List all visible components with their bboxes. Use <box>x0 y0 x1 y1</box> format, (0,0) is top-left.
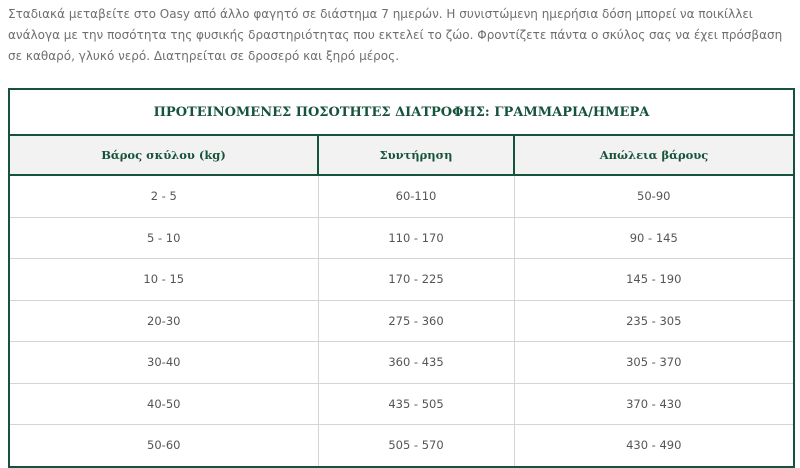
cell-weight-loss: 305 - 370 <box>514 342 794 384</box>
cell-weight-loss: 370 - 430 <box>514 383 794 425</box>
cell-dog-weight: 5 - 10 <box>9 217 318 259</box>
cell-weight-loss: 145 - 190 <box>514 259 794 301</box>
table-title: ΠΡΟΤΕΙΝΟΜΕΝΕΣ ΠΟΣΟΤΗΤΕΣ ΔΙΑΤΡΟΦΗΣ: ΓΡΑΜΜΑΡΙΑ/ΗΜΕΡΑ <box>9 89 794 135</box>
cell-weight-loss: 235 - 305 <box>514 300 794 342</box>
table-row <box>9 175 794 217</box>
table-row <box>9 259 794 301</box>
table-title-row <box>9 89 794 135</box>
table-header-row <box>9 135 794 175</box>
feeding-table <box>8 88 795 468</box>
intro-paragraph: Σταδιακά μεταβείτε στο Oasy από άλλο φαγητό σε διάστημα 7 ημερών. Η συνιστώμενη ημερήσια δόση μπορεί να ποικίλλει ανάλογα με την ποσότητα της φυσικής δραστηριότητας που εκτελεί το ζώο. Φροντίζετε πάντα ο σκύλος σας να έχει πρόσβαση σε καθαρό, γλυκό νερό. Διατηρείται σε δροσερό και ξηρό μέρος. <box>8 7 783 63</box>
cell-maintenance: 170 - 225 <box>318 259 514 301</box>
header-dog-weight: Βάρος σκύλου (kg) <box>9 135 318 175</box>
table-row <box>9 342 794 384</box>
cell-dog-weight: 2 - 5 <box>150 189 177 204</box>
cell-maintenance: 435 - 505 <box>318 383 514 425</box>
table-row <box>9 425 794 467</box>
cell-weight-loss: 90 - 145 <box>514 217 794 259</box>
cell-weight-loss: 430 - 490 <box>514 425 794 467</box>
cell-weight-loss: 50-90 <box>514 175 794 217</box>
cell-maintenance: 110 - 170 <box>318 217 514 259</box>
cell-maintenance: 505 - 570 <box>318 425 514 467</box>
cell-dog-weight: 50-60 <box>9 425 318 467</box>
cell-maintenance: 60-110 <box>318 175 514 217</box>
cell-dog-weight: 30-40 <box>9 342 318 384</box>
header-weight-loss: Απώλεια βάρους <box>514 135 794 175</box>
cell-dog-weight: 40-50 <box>9 383 318 425</box>
cell-maintenance: 275 - 360 <box>318 300 514 342</box>
cell-maintenance: 360 - 435 <box>318 342 514 384</box>
cell-dog-weight: 10 - 15 <box>9 259 318 301</box>
cell-dog-weight: 20-30 <box>9 300 318 342</box>
table-row <box>9 300 794 342</box>
table-row <box>9 217 794 259</box>
header-maintenance: Συντήρηση <box>318 135 514 175</box>
table-row <box>9 383 794 425</box>
